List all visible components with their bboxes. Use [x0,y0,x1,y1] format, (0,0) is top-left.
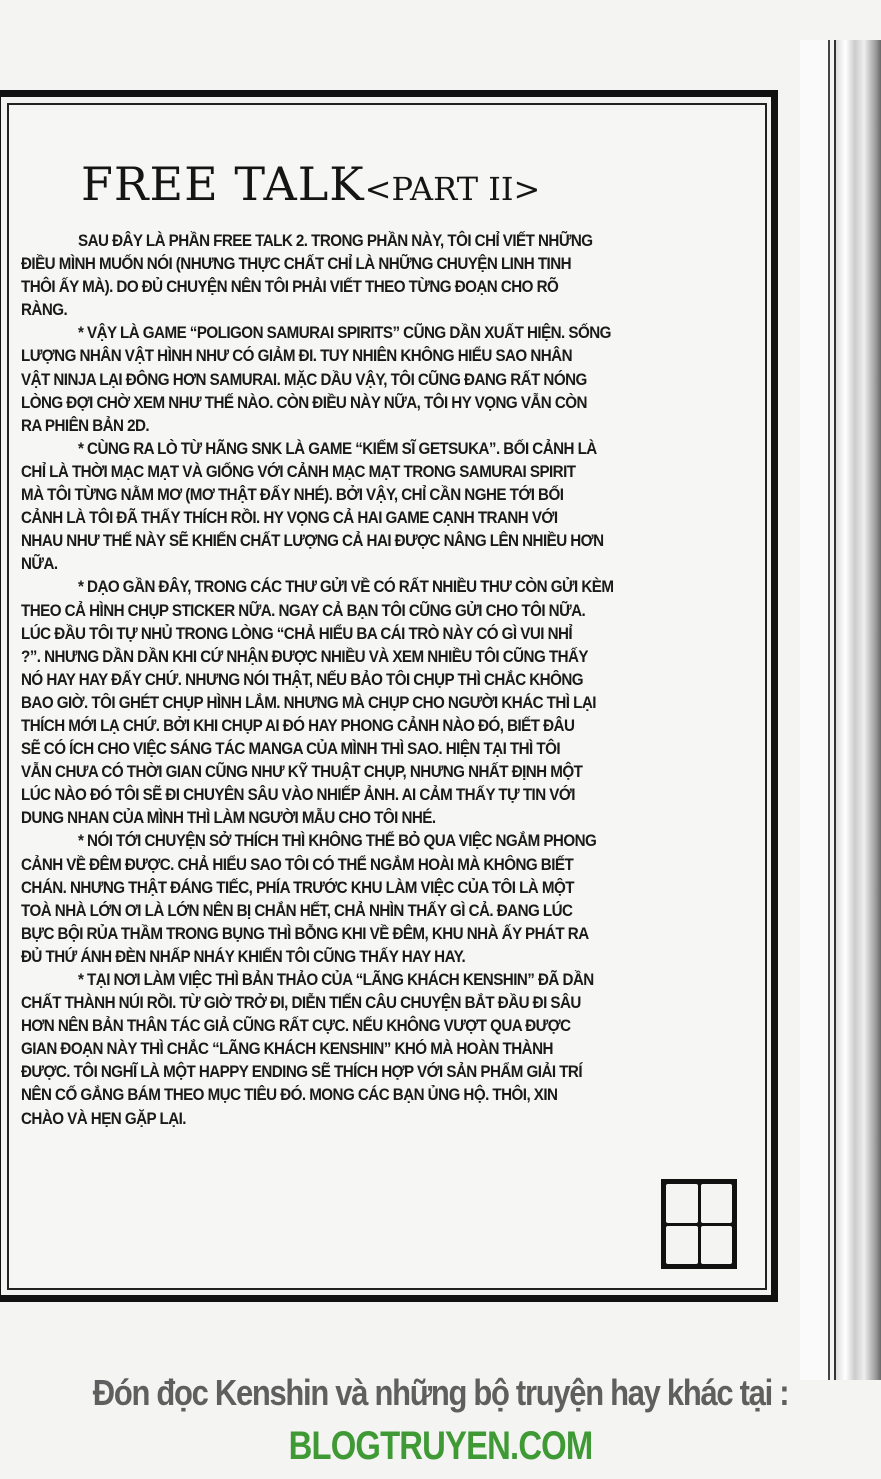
text-line: DUNG NHAN CỦA MÌNH THÌ LÀM NGƯỜI MẪU CHO TÔI NHÉ. [21,809,436,828]
text-line: * NÓI TỚI CHUYỆN SỞ THÍCH THÌ KHÔNG THỂ BỎ QUA VIỆC NGẮM PHONG [78,832,597,851]
site-link[interactable]: BLOGTRUYEN.COM [288,1424,593,1468]
seal-glyph [701,1184,733,1223]
text-line: THEO CẢ HÌNH CHỤP STICKER NỮA. NGAY CẢ BẠN TÔI CŨNG GỬI CHO TÔI NỮA. [21,601,586,620]
text-line: NÊN CỐ GẮNG BÁM THEO MỤC TIÊU ĐÓ. MONG CÁC BẠN ỦNG HỘ. THÔI, XIN [21,1086,558,1105]
text-line: CẢNH LÀ TÔI ĐÃ THẤY THÍCH RỒI. HY VỌNG CẢ HAI GAME CẠNH TRANH VỚI [21,509,558,528]
text-line: THÍCH MỚI LẠ CHỨ. BỞI KHI CHỤP AI ĐÓ HAY PHONG CẢNH NÀO ĐÓ, BIẾT ĐÂU [21,716,575,735]
text-line: LÚC NÀO ĐÓ TÔI SẼ ĐI CHUYÊN SÂU VÀO NHIẾP ẢNH. AI CẢM THẤY TỰ TIN VỚI [21,786,575,805]
text-line: ĐƯỢC. TÔI NGHĨ LÀ MỘT HAPPY ENDING SẼ THÍCH HỢP VỚI SẢN PHẨM GIẢI TRÍ [21,1063,582,1082]
text-line: CHÀO VÀ HẸN GẶP LẠI. [21,1109,186,1128]
text-line: ĐỦ THỨ ÁNH ĐÈN NHẤP NHÁY KHIẾN TÔI CŨNG THẤY HAY HAY. [21,947,466,966]
seal-glyph [701,1226,733,1265]
text-line: VẬT NINJA LẠI ĐÔNG HƠN SAMURAI. MẶC DẦU VẬY, TÔI CŨNG ĐANG RẤT NÓNG [21,370,587,389]
text-line: LÒNG ĐỢI CHỜ XEM NHƯ THẾ NÀO. CÒN ĐIỀU NÀY NỮA, TÔI HY VỌNG VẪN CÒN [21,393,587,412]
adjacent-manga-artwork [834,40,881,1380]
text-line: NÓ HAY HAY ĐẤY CHỨ. NHƯNG NÓI THẬT, NẾU BẢO TÔI CHỤP THÌ CHẮC KHÔNG [21,670,584,689]
text-line: NHAU NHƯ THẾ NÀY SẼ KHIẾN CHẤT LƯỢNG CẢ HAI ĐƯỢC NÂNG LÊN NHIỀU HƠN [21,532,604,551]
text-line: RÀNG. [21,301,68,320]
text-line: BỰC BỘI RỦA THẦM TRONG BỤNG THÌ BỖNG KHI VỀ ĐÊM, KHU NHÀ ẤY PHÁT RA [21,924,589,943]
text-line: SAU ĐÂY LÀ PHẦN FREE TALK 2. TRONG PHẦN NÀY, TÔI CHỈ VIẾT NHỮNG [78,232,593,250]
text-line: ĐIỀU MÌNH MUỐN NÓI (NHƯNG THỰC CHẤT CHỈ LÀ NHỮNG CHUYỆN LINH TINH [21,255,572,274]
author-seal-stamp [661,1179,737,1269]
text-line: HƠN NÊN BẢN THÂN TÁC GIẢ CŨNG RẤT CỰC. NẾU KHÔNG VƯỢT QUA ĐƯỢC [21,1017,571,1036]
text-line: CHẤT THÀNH NÚI RỒI. TỪ GIỜ TRỞ ĐI, DIỄN TIẾN CÂU CHUYỆN BẮT ĐẦU ĐI SÂU [21,994,581,1013]
text-line: * CÙNG RA LÒ TỪ HÃNG SNK LÀ GAME “KIẾM SĨ GETSUKA”. BỐI CẢNH LÀ [78,439,597,458]
text-line: CHỈ LÀ THỜI MẠC MẠT VÀ GIỐNG VỚI CẢNH MẠC MẠT TRONG SAMURAI SPIRIT [21,462,576,481]
text-line: RA PHIÊN BẢN 2D. [21,416,150,435]
free-talk-frame [0,90,778,1302]
text-line: THÔI ẤY MÀ). DO ĐỦ CHUYỆN NÊN TÔI PHẢI VIẾT THEO TỪNG ĐOẠN CHO RÕ [21,278,559,297]
text-line: CẢNH VỀ ĐÊM ĐƯỢC. CHẢ HIỂU SAO TÔI CÓ THỂ NGẮM HOÀI MÀ KHÔNG BIẾT [21,855,574,874]
text-line: * TẠI NƠI LÀM VIỆC THÌ BẢN THẢO CỦA “LÃNG KHÁCH KENSHIN” ĐÃ DẦN [78,971,594,989]
text-line: NỮA. [21,555,58,574]
text-line: MÀ TÔI TỪNG NẰM MƠ (MƠ THẬT ĐẤY NHÉ). BỞI VẬY, CHỈ CẦN NGHE TỚI BỐI [21,486,564,505]
text-line: LƯỢNG NHÂN VẬT HÌNH NHƯ CÓ GIẢM ĐI. TUY NHIÊN KHÔNG HIỂU SAO NHÂN [21,347,573,366]
text-line: * DẠO GẦN ĐÂY, TRONG CÁC THƯ GỬI VỀ CÓ RẤT NHIỀU THƯ CÒN GỬI KÈM [78,578,614,597]
text-line: GIAN ĐOẠN NÀY THÌ CHẮC “LÃNG KHÁCH KENSHIN” KHÓ MÀ HOÀN THÀNH [21,1040,553,1059]
text-line: SẼ CÓ ÍCH CHO VIỆC SÁNG TÁC MANGA CỦA MÌNH THÌ SAO. HIỆN TẠI THÌ TÔI [21,740,561,759]
text-line: * VẬY LÀ GAME “POLIGON SAMURAI SPIRITS” CŨNG DẦN XUẤT HIỆN. SỐNG [78,324,611,343]
text-line: VẪN CHƯA CÓ THỜI GIAN CŨNG NHƯ KỸ THUẬT CHỤP, NHƯNG NHẤT ĐỊNH MỘT [21,763,583,782]
free-talk-inner-border [7,103,767,1290]
title-part: <PART II> [364,170,541,208]
text-line: TOÀ NHÀ LỚN ƠI LÀ LỚN NÊN BỊ CHẮN HẾT, CHẢ NHÌN THẤY GÌ CẢ. ĐANG LÚC [21,901,573,920]
seal-glyph [666,1226,698,1265]
text-line: CHÁN. NHƯNG THẬT ĐÁNG TIẾC, PHÍA TRƯỚC KHU LÀM VIỆC CỦA TÔI LÀ MỘT [21,878,574,897]
seal-glyph [666,1184,698,1223]
text-line: LÚC ĐẦU TÔI TỰ NHỦ TRONG LÒNG “CHẢ HIỂU BA CÁI TRÒ NÀY CÓ GÌ VUI NHỈ [21,624,573,643]
adjacent-manga-panel-edge [800,40,830,1380]
free-talk-body [21,230,761,1131]
text-line: BAO GIỜ. TÔI GHÉT CHỤP HÌNH LẮM. NHƯNG MÀ CHỤP CHO NGƯỜI KHÁC THÌ LẠI [21,693,596,712]
text-line: ?”. NHƯNG DẦN DẦN KHI CỨ NHẬN ĐƯỢC NHIỀU VÀ XEM NHIỀU TÔI CŨNG THẤY [21,647,588,666]
page-title [81,157,540,211]
title-main: FREE TALK [81,157,365,211]
promo-text: Đón đọc Kenshin và những bộ truyện hay khác tại : [92,1372,789,1413]
